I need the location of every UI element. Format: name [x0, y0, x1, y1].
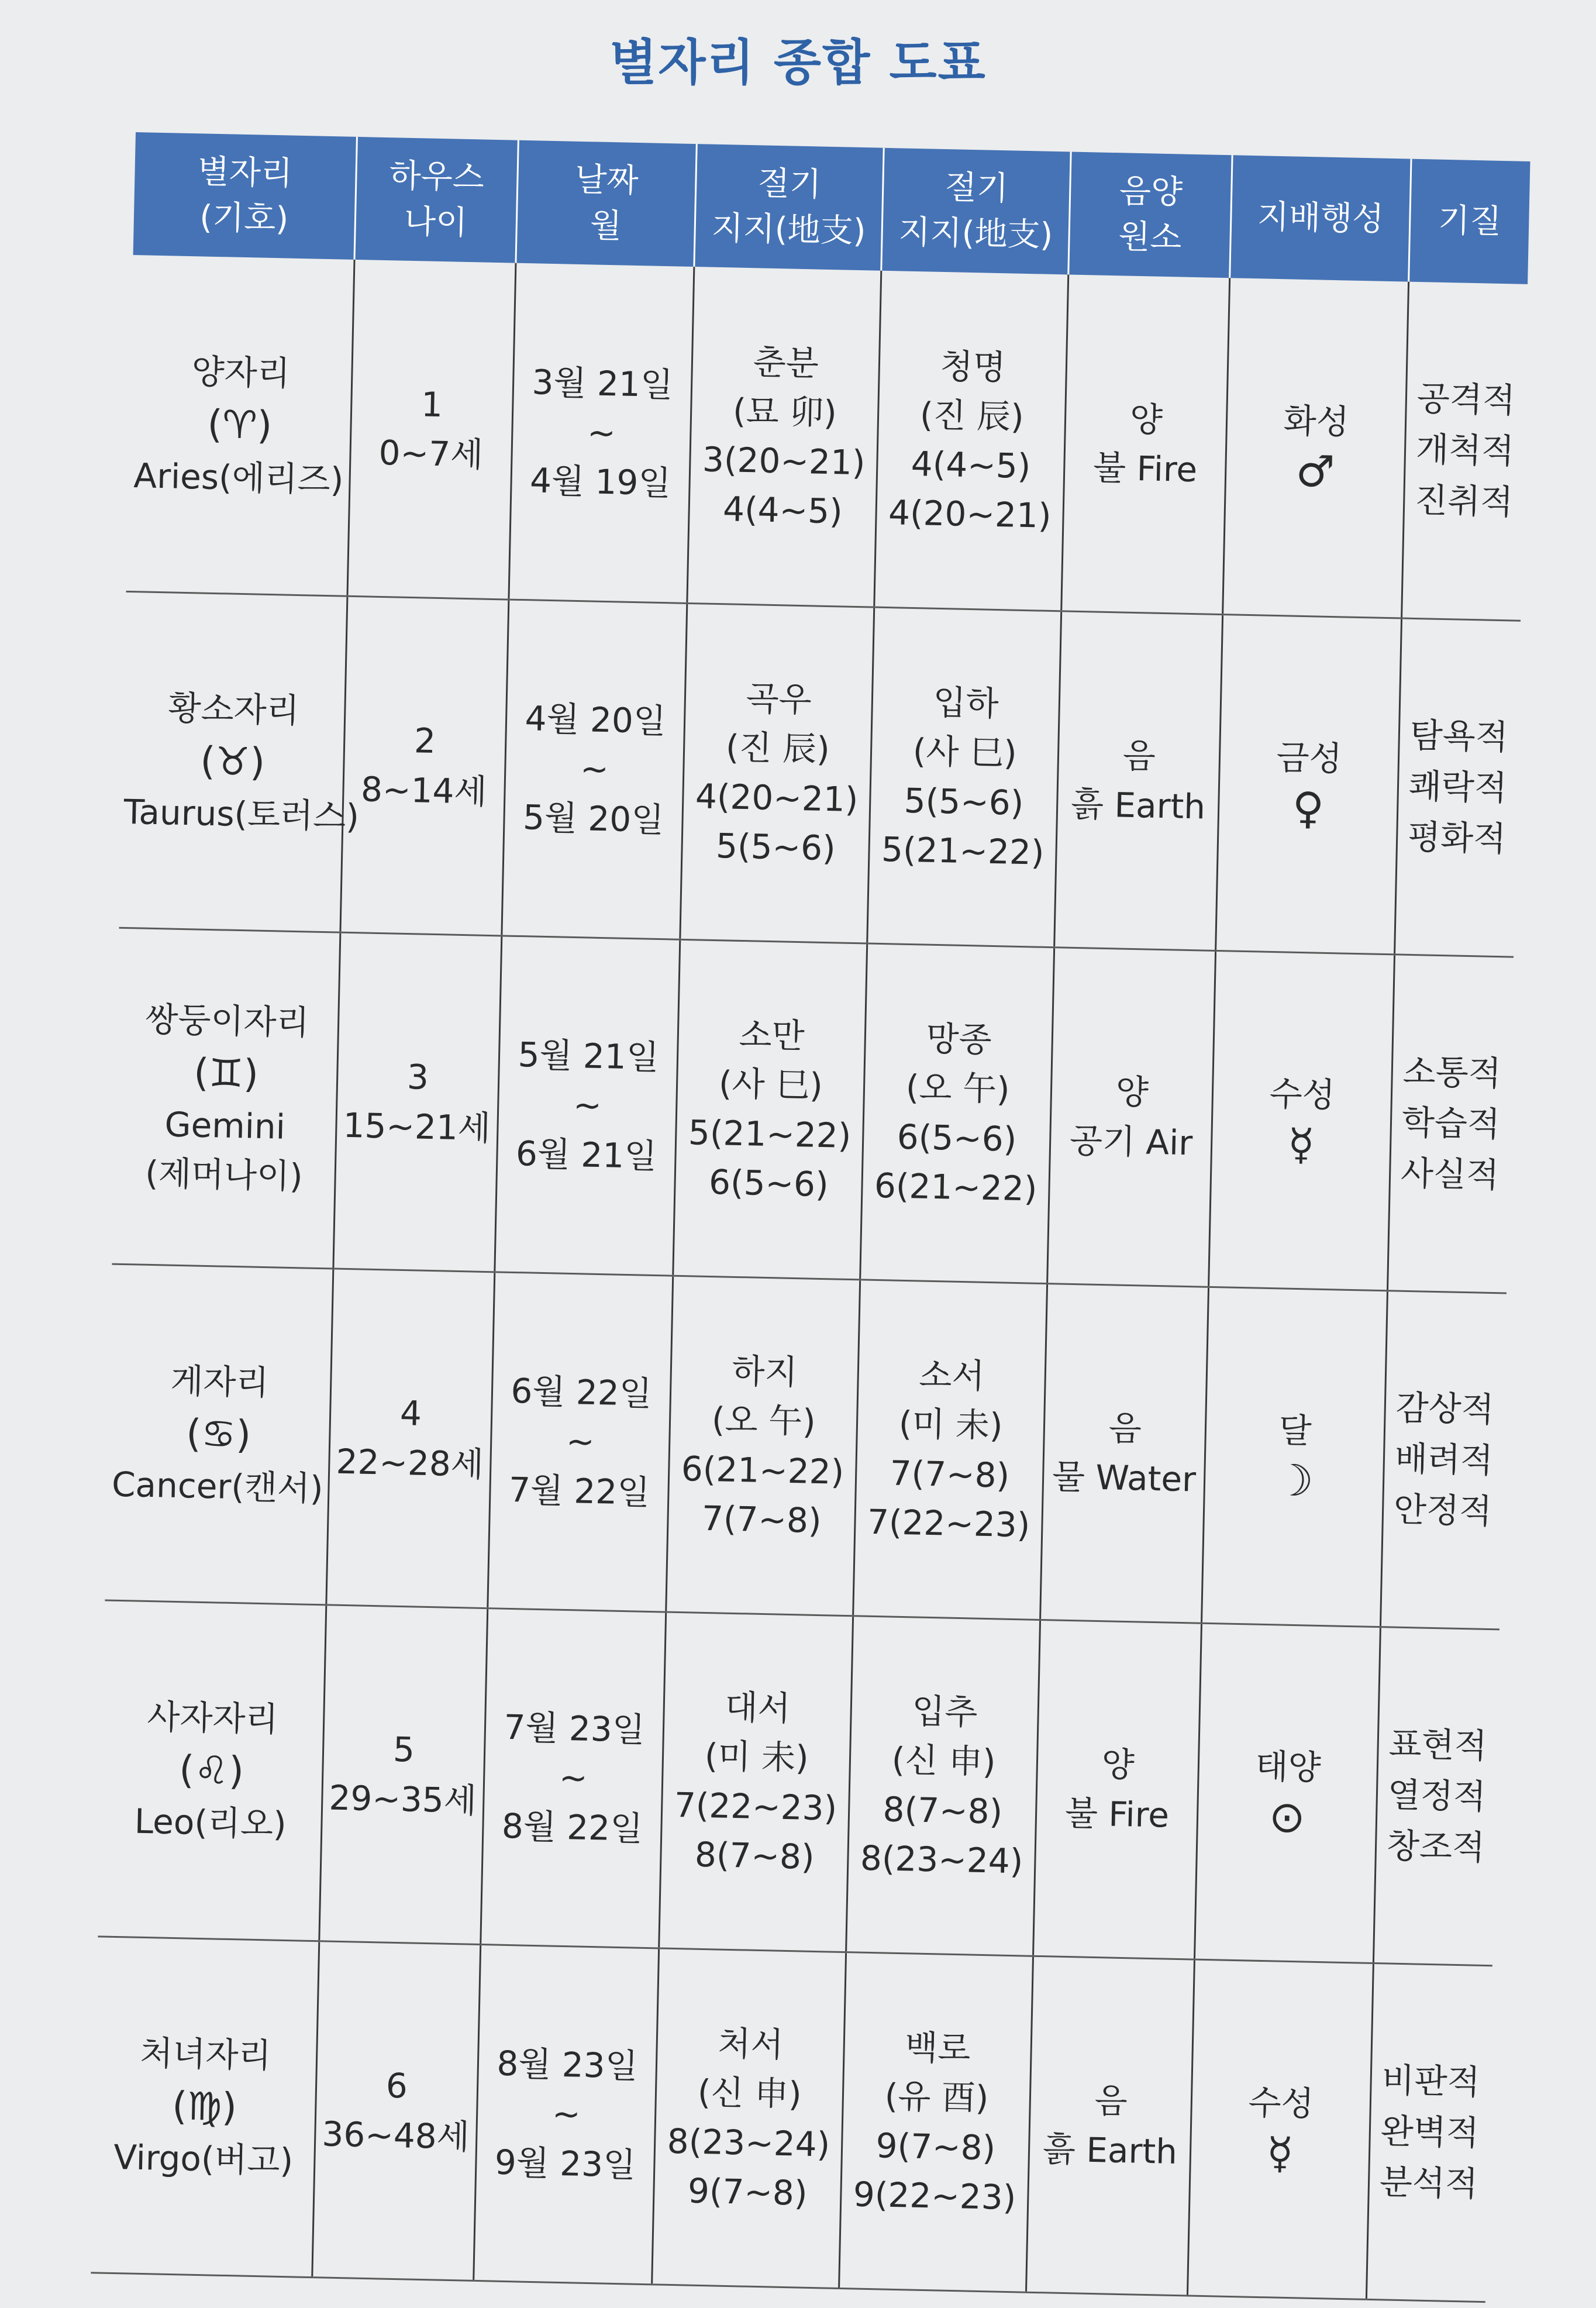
- sign-name: 처녀자리: [139, 2033, 272, 2076]
- solar-term-line: 7(22~23): [674, 1785, 837, 1828]
- date-to: 4월 19일: [529, 460, 672, 504]
- sign-cell: [105, 1264, 333, 1605]
- date-from: 4월 20일: [524, 698, 667, 742]
- date-separator: ~: [551, 2094, 581, 2135]
- planet-symbol-icon: ☽: [1274, 1455, 1314, 1507]
- solar-term-line: 입하: [932, 683, 999, 724]
- sign-cell: [98, 1600, 326, 1941]
- date-separator: ~: [559, 1758, 588, 1799]
- element: 불 Fire: [1092, 447, 1198, 490]
- solar-term-line: (미 未): [704, 1736, 809, 1779]
- yin-yang: 양: [1129, 399, 1163, 440]
- planet-symbol-icon: ☿: [1287, 1119, 1315, 1170]
- sign-cell: [119, 591, 360, 932]
- solar-term-line: 곡우: [745, 678, 812, 720]
- solar-term-line: 4(4~5): [911, 443, 1032, 486]
- table-row: [126, 255, 1528, 621]
- house-number: 4: [399, 1393, 422, 1434]
- date-cell: [509, 263, 694, 603]
- solar-term-1-cell: [666, 1276, 860, 1616]
- solar-term-line: 하지: [731, 1351, 798, 1393]
- solar-term-line: 4(20~21): [888, 492, 1052, 536]
- table-row: [98, 1600, 1500, 1965]
- element: 공기 Air: [1069, 1120, 1193, 1163]
- planet-symbol-icon: ♀: [1291, 783, 1325, 834]
- trait-cell: [1394, 618, 1521, 957]
- date-from: 7월 23일: [503, 1707, 646, 1751]
- age-range: 29~35세: [328, 1777, 477, 1821]
- trait: 비판적: [1381, 2060, 1481, 2102]
- zodiac-symbol-icon: (♈): [206, 401, 273, 448]
- sign-cell: [112, 928, 340, 1269]
- column-header-line: (기호): [199, 198, 289, 239]
- solar-term-line: 7(7~8): [889, 1453, 1010, 1496]
- trait: 쾌락적: [1408, 766, 1508, 808]
- solar-term-line: 9(7~8): [875, 2125, 996, 2168]
- date-cell: [488, 1272, 673, 1611]
- element: 흙 Earth: [1070, 784, 1206, 827]
- solar-term-1-cell: [687, 267, 881, 607]
- yin-yang: 음: [1122, 735, 1156, 777]
- column-header-line: 절기: [757, 164, 822, 204]
- zodiac-symbol-icon: (♌): [178, 1746, 244, 1794]
- column-header-line: 음양: [1119, 171, 1183, 212]
- solar-term-2-cell: [839, 1952, 1033, 2292]
- column-header: [516, 140, 697, 267]
- table-body: [91, 255, 1528, 2302]
- solar-term-1-cell: [659, 1612, 853, 1952]
- solar-term-line: 소서: [918, 1355, 985, 1397]
- planet-symbol-icon: ⊙: [1268, 1792, 1306, 1843]
- solar-term-2-cell: [860, 943, 1054, 1284]
- trait: 안정적: [1393, 1489, 1492, 1532]
- planet-symbol-icon: ☿: [1266, 2128, 1294, 2179]
- solar-term-line: 9(7~8): [687, 2171, 808, 2213]
- date-to: 6월 21일: [515, 1133, 657, 1176]
- page-title: 별자리 종합 도표: [609, 34, 987, 91]
- solar-term-1-cell: [673, 939, 867, 1280]
- date-cell: [481, 1608, 666, 1948]
- column-header-line: 지배행성: [1257, 198, 1384, 239]
- table-row: [112, 928, 1514, 1293]
- solar-term-1-cell: [652, 1948, 846, 2288]
- solar-term-line: (유 酉): [884, 2076, 990, 2118]
- element-cell: [1033, 1620, 1202, 1959]
- solar-term-line: 6(5~6): [708, 1162, 829, 1204]
- trait-cell: [1373, 1627, 1500, 1965]
- house-number: 6: [385, 2066, 408, 2106]
- table-row: [91, 1936, 1492, 2302]
- table-row: [105, 1264, 1507, 1630]
- planet-cell: [1216, 614, 1401, 954]
- solar-term-line: (묘 卯): [732, 391, 837, 433]
- column-header-line: 지지(地支): [898, 213, 1053, 254]
- sign-english-name: Cancer(캔서): [111, 1465, 324, 1509]
- zodiac-symbol-icon: (♋): [185, 1410, 251, 1458]
- ruling-planet: 금성: [1276, 738, 1343, 779]
- trait-cell: [1387, 954, 1514, 1293]
- date-separator: ~: [587, 412, 616, 453]
- solar-term-line: 청명: [939, 346, 1006, 387]
- planet-cell: [1188, 1959, 1373, 2299]
- column-header-line: 날짜: [574, 160, 639, 200]
- solar-term-line: 4(4~5): [722, 489, 843, 532]
- trait: 진취적: [1414, 480, 1514, 522]
- age-range: 36~48세: [321, 2113, 470, 2157]
- solar-term-line: 입추: [911, 1691, 978, 1733]
- date-separator: ~: [580, 749, 609, 790]
- column-header-line: 원소: [1118, 218, 1183, 257]
- element-cell: [1047, 947, 1216, 1287]
- planet-cell: [1223, 278, 1408, 618]
- trait: 사실적: [1400, 1153, 1500, 1196]
- trait: 탐욕적: [1409, 715, 1509, 757]
- solar-term-line: 망종: [925, 1018, 992, 1060]
- solar-term-2-cell: [846, 1615, 1040, 1956]
- column-header: [1230, 155, 1411, 281]
- solar-term-line: 춘분: [753, 342, 819, 384]
- zodiac-symbol-icon: (♊): [193, 1050, 259, 1097]
- trait: 개척적: [1415, 429, 1515, 471]
- trait-cell: [1401, 282, 1528, 621]
- solar-term-2-cell: [867, 607, 1061, 948]
- solar-term-line: (오 午): [711, 1400, 816, 1442]
- planet-cell: [1209, 950, 1394, 1290]
- date-separator: ~: [566, 1421, 595, 1462]
- solar-term-line: 백로: [904, 2027, 971, 2069]
- age-range: 8~14세: [360, 769, 488, 812]
- house-number: 3: [406, 1057, 429, 1098]
- house-cell: [319, 1604, 487, 1944]
- age-range: 15~21세: [342, 1105, 491, 1148]
- element: 불 Fire: [1064, 1793, 1170, 1835]
- solar-term-2-cell: [874, 271, 1068, 611]
- house-cell: [333, 932, 502, 1272]
- yin-yang: 음: [1108, 1408, 1142, 1449]
- trait: 감상적: [1395, 1387, 1495, 1430]
- trait: 표현적: [1388, 1724, 1488, 1766]
- column-header: [881, 148, 1071, 275]
- element: 흙 Earth: [1042, 2128, 1178, 2172]
- column-header: [1068, 152, 1233, 278]
- sign-name: 양자리: [191, 351, 291, 394]
- solar-term-line: (오 午): [905, 1067, 1011, 1110]
- solar-term-2-cell: [853, 1279, 1047, 1620]
- sign-english-name: Gemini: [164, 1104, 286, 1148]
- sign-english-name: Aries(에리즈): [133, 455, 344, 500]
- solar-term-line: 8(23~24): [667, 2121, 830, 2165]
- house-number: 1: [420, 384, 443, 425]
- zodiac-symbol-icon: (♉): [199, 738, 266, 785]
- element: 물 Water: [1052, 1456, 1197, 1499]
- yin-yang: 양: [1101, 1744, 1135, 1785]
- house-number: 2: [413, 721, 436, 762]
- sign-english-name: Virgo(버고): [113, 2137, 294, 2181]
- sign-english-name: Taurus(토러스): [123, 792, 360, 837]
- solar-term-line: (사 巳): [718, 1063, 823, 1106]
- column-header-line: 별자리: [197, 152, 293, 193]
- solar-term-1-cell: [680, 603, 874, 943]
- sign-name: 쌍둥이자리: [144, 999, 310, 1043]
- column-header-line: 나이: [404, 202, 468, 242]
- ruling-planet: 달: [1278, 1410, 1312, 1451]
- house-cell: [347, 260, 516, 600]
- solar-term-line: 8(23~24): [860, 1838, 1024, 1882]
- date-from: 3월 21일: [531, 361, 674, 405]
- date-to: 9월 23일: [494, 2142, 636, 2185]
- house-cell: [326, 1268, 494, 1608]
- ruling-planet: 화성: [1283, 401, 1350, 442]
- trait-cell: [1366, 1963, 1492, 2302]
- date-from: 8월 23일: [496, 2044, 639, 2087]
- house-cell: [340, 596, 509, 936]
- planet-cell: [1195, 1623, 1380, 1963]
- solar-term-line: 3(20~21): [702, 439, 866, 483]
- solar-term-line: 6(21~22): [874, 1165, 1038, 1209]
- column-header-line: 절기: [944, 168, 1009, 208]
- trait: 소통적: [1402, 1051, 1502, 1094]
- trait: 열정적: [1387, 1775, 1487, 1817]
- yin-yang: 음: [1094, 2080, 1128, 2121]
- solar-term-line: 8(7~8): [882, 1789, 1003, 1832]
- element-cell: [1026, 1956, 1195, 2296]
- date-cell: [495, 935, 680, 1275]
- solar-term-line: 9(22~23): [853, 2174, 1016, 2217]
- zodiac-table: [91, 132, 1530, 2303]
- date-separator: ~: [573, 1085, 602, 1126]
- solar-term-line: 6(5~6): [897, 1117, 1017, 1159]
- planet-symbol-icon: ♂: [1295, 446, 1336, 498]
- solar-term-line: 5(5~6): [904, 780, 1025, 823]
- solar-term-line: 5(5~6): [715, 825, 836, 868]
- solar-term-line: (진 辰): [919, 394, 1025, 437]
- trait: 학습적: [1401, 1102, 1501, 1145]
- column-header-line: 기질: [1438, 201, 1502, 241]
- column-header: [694, 144, 884, 271]
- house-cell: [312, 1941, 480, 2281]
- column-header: [1408, 159, 1530, 284]
- column-header-line: 하우스: [388, 156, 485, 197]
- date-cell: [474, 1944, 659, 2284]
- sign-english-name: (제머나이): [144, 1153, 304, 1197]
- age-range: 0~7세: [378, 432, 484, 475]
- column-header: [354, 137, 519, 263]
- element-cell: [1054, 611, 1223, 950]
- date-to: 5월 20일: [522, 797, 664, 840]
- solar-term-line: 6(21~22): [681, 1448, 844, 1492]
- date-from: 6월 22일: [510, 1371, 653, 1414]
- yin-yang: 양: [1115, 1072, 1149, 1113]
- solar-term-line: 7(7~8): [701, 1498, 822, 1541]
- solar-term-line: (사 巳): [912, 731, 1018, 774]
- table-row: [119, 591, 1521, 957]
- solar-term-line: (진 辰): [725, 727, 830, 770]
- zodiac-chart: [91, 132, 1530, 2302]
- sign-name: 황소자리: [167, 687, 300, 731]
- age-range: 22~28세: [335, 1441, 484, 1484]
- house-number: 5: [392, 1730, 415, 1770]
- date-cell: [502, 600, 687, 939]
- column-header-line: 월: [590, 206, 622, 246]
- sign-cell: [126, 255, 354, 596]
- date-from: 5월 21일: [517, 1035, 660, 1078]
- element-cell: [1061, 274, 1230, 614]
- solar-term-line: 대서: [724, 1687, 791, 1729]
- solar-term-line: 소만: [738, 1015, 805, 1056]
- date-to: 7월 22일: [508, 1469, 650, 1513]
- trait: 분석적: [1379, 2162, 1478, 2204]
- ruling-planet: 태양: [1254, 1746, 1322, 1788]
- solar-term-line: (신 申): [891, 1740, 997, 1782]
- solar-term-line: 5(21~22): [881, 829, 1045, 873]
- solar-term-line: 4(20~21): [695, 776, 859, 819]
- trait: 평화적: [1407, 817, 1507, 859]
- sign-name: 게자리: [170, 1360, 270, 1403]
- element-cell: [1040, 1283, 1209, 1623]
- trait: 배려적: [1394, 1438, 1494, 1481]
- solar-term-line: 5(21~22): [688, 1112, 852, 1156]
- sign-english-name: Leo(리오): [134, 1801, 287, 1845]
- solar-term-line: 처서: [717, 2023, 784, 2065]
- trait: 창조적: [1386, 1825, 1485, 1868]
- column-header: [133, 132, 357, 260]
- sign-name: 사자자리: [146, 1696, 279, 1739]
- date-to: 8월 22일: [501, 1806, 643, 1849]
- sign-cell: [91, 1936, 319, 2277]
- solar-term-line: 7(22~23): [867, 1501, 1031, 1545]
- trait: 완벽적: [1380, 2111, 1480, 2153]
- ruling-planet: 수성: [1247, 2082, 1315, 2124]
- solar-term-line: (미 未): [898, 1404, 1004, 1446]
- trait-cell: [1380, 1290, 1507, 1629]
- solar-term-line: 8(7~8): [694, 1834, 815, 1877]
- ruling-planet: 수성: [1268, 1074, 1336, 1115]
- trait: 공격적: [1416, 378, 1516, 421]
- zodiac-symbol-icon: (♍): [171, 2083, 237, 2130]
- solar-term-line: (신 申): [697, 2072, 802, 2114]
- planet-cell: [1202, 1287, 1387, 1627]
- column-header-line: 지지(地支): [711, 209, 867, 251]
